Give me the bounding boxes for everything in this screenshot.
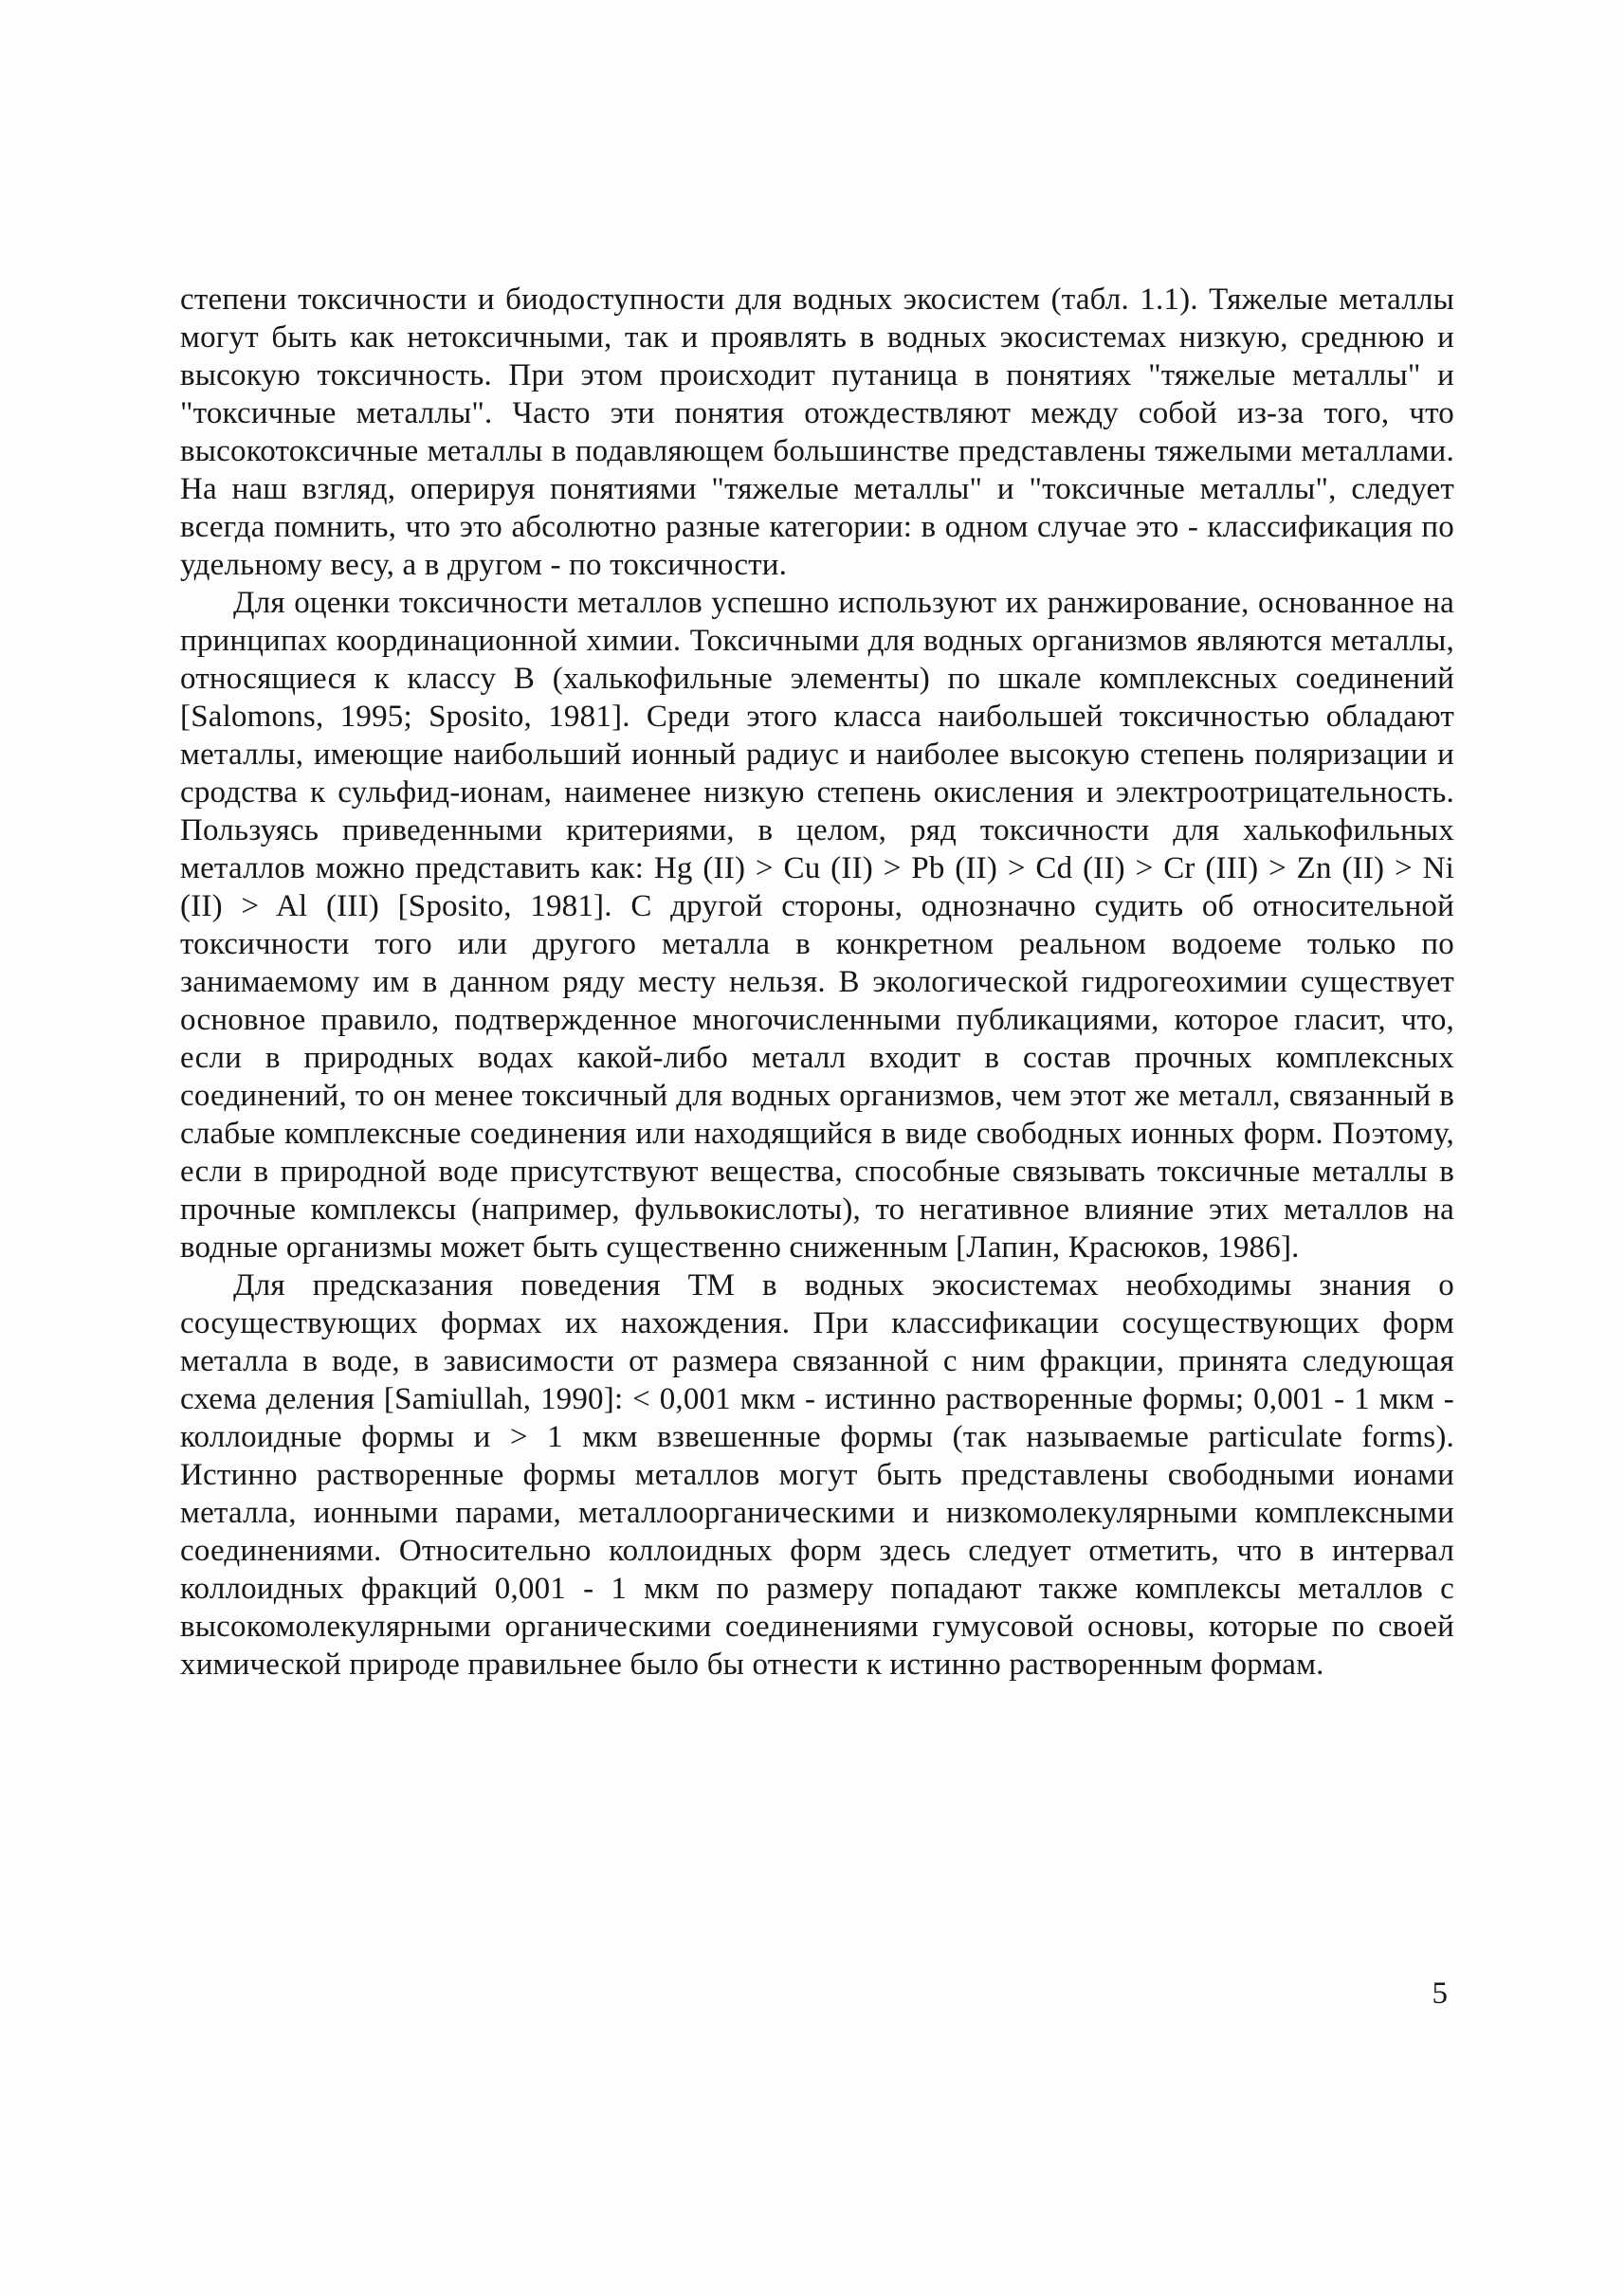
paragraph-toxicity-ranking: Для оценки токсичности металлов успешно используют их ранжирование, основанное на принципах координационной химии. Токсичными для водных организмов являются металлы, относящиеся к классу B (халькофильные элементы) по шкале комплексных соединений [Salomons, 1995; Sposito, 1981]. Среди этого класса наибольшей токсичностью обладают металлы, имеющие наибольший ионный радиус и наиболее высокую степень поляризации и сродства к сульфид-ионам, наименее низкую степень окисления и электроотрицательность. Пользуясь приведенными критериями, в целом, ряд токсичности для халькофильных металлов можно представить как: Hg (II) > Cu (II) > Pb (II) > Cd (II) > Cr (III) > Zn (II) > Ni (II) > Al (III) [Sposito, 1981]. С другой стороны, однозначно судить об относительной токсичности того или другого металла в конкретном реальном водоеме только по занимаемому им в данном ряду месту нельзя. В экологической гидрогеохимии существует основное правило, подтвержденное многочисленными публикациями, которое гласит, что, если в природных водах какой-либо металл входит в состав прочных комплексных соединений, то он менее токсичный для водных организмов, чем этот же металл, связанный в слабые комплексные соединения или находящийся в виде свободных ионных форм. Поэтому, если в природной воде присутствуют вещества, способные связывать токсичные металлы в прочные комплексы (например, фульвокислоты), то негативное влияние этих металлов на водные организмы может быть существенно сниженным [Лапин, Красюков, 1986].	[180, 586, 1454, 1265]
page-text-block	[180, 281, 1454, 1684]
paragraph-continuation: степени токсичности и биодоступности для водных экосистем (табл. 1.1). Тяжелые металлы могут быть как нетоксичными, так и проявлять в водных экосистемах низкую, среднюю и высокую токсичность. При этом происходит путаница в понятиях "тяжелые металлы" и "токсичные металлы". Часто эти понятия отождествляют между собой из-за того, что высокотоксичные металлы в подавляющем большинстве представлены тяжелыми металлами. На наш взгляд, оперируя понятиями "тяжелые металлы" и "токсичные металлы", следует всегда помнить, что это абсолютно разные категории: в одном случае это - классификация по удельному весу, а в другом - по токсичности.	[180, 282, 1454, 582]
page-number: 5	[1432, 1976, 1448, 2011]
paragraph-metal-forms: Для предсказания поведения ТМ в водных экосистемах необходимы знания о сосуществующих формах их нахождения. При классификации сосуществующих форм металла в воде, в зависимости от размера связанной с ним фракции, принята следующая схема деления [Samiullah, 1990]: < 0,001 мкм - истинно растворенные формы; 0,001 - 1 мкм - коллоидные формы и > 1 мкм взвешенные формы (так называемые particulate forms). Истинно растворенные формы металлов могут быть представлены свободными ионами металла, ионными парами, металлоорганическими и низкомолекулярными комплексными соединениями. Относительно коллоидных форм здесь следует отметить, что в интервал коллоидных фракций 0,001 - 1 мкм по размеру попадают также комплексы металлов с высокомолекулярными органическими соединениями гумусовой основы, которые по своей химической природе правильнее было бы отнести к истинно растворенным формам.	[180, 1268, 1454, 1682]
